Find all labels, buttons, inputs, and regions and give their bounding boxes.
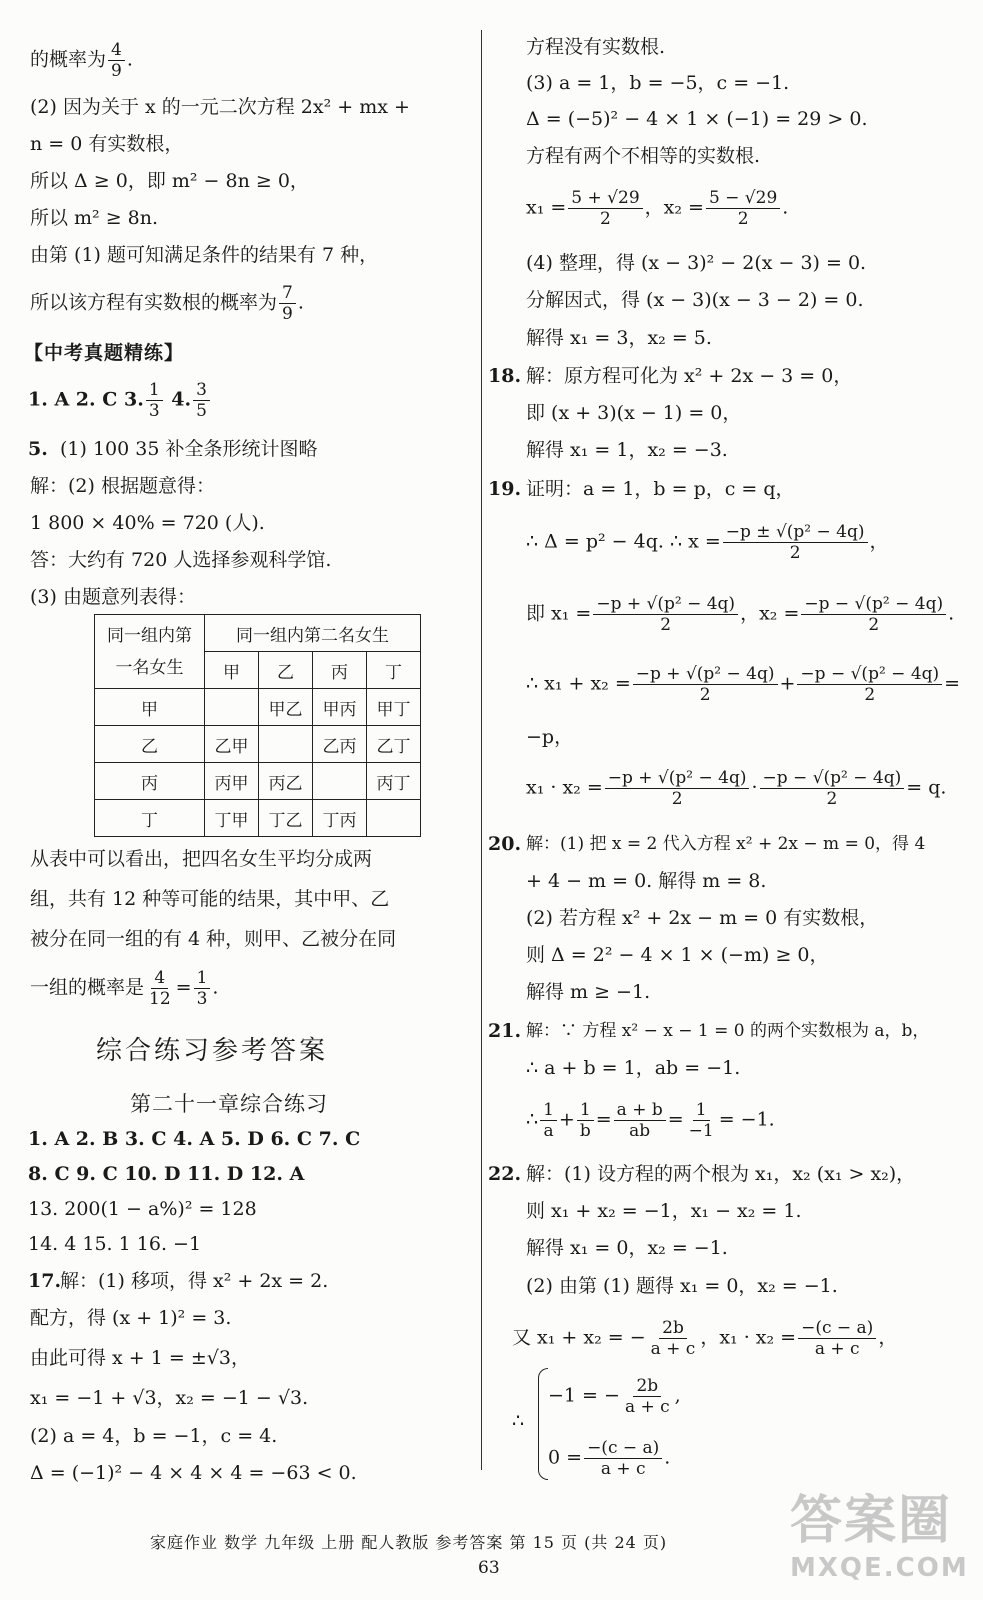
question-number: 19.	[488, 478, 522, 500]
line: 分解因式，得 (x − 3)(x − 3 − 2) = 0.	[526, 289, 864, 311]
table-cell: 甲丁	[367, 689, 421, 726]
line: n = 0 有实数根，	[30, 133, 184, 155]
line: ∴ $\frac{1}{a}$ + $\frac{1}{b}$ = $\frac{a + b}{ab}$ = $\frac{1}{-1}$ = −1.	[526, 1100, 775, 1141]
line: 解：(2) 根据题意得：	[30, 475, 215, 497]
table-col-header: 丁	[367, 652, 421, 689]
line: −1 = − $\frac{2b}{a + c}$ ,	[548, 1376, 681, 1417]
line: ∴ a + b = 1，ab = −1.	[526, 1057, 741, 1079]
brace	[538, 1368, 548, 1480]
fraction: $\frac{3}{5}$	[193, 380, 210, 421]
fraction: $\frac{\text{−p + √(p² − 4q)}}{2}$	[633, 664, 778, 705]
question-number: 20.	[488, 833, 522, 855]
line: 由此可得 x + 1 = ±√3，	[30, 1347, 250, 1369]
table-cell: 丙乙	[259, 763, 313, 800]
line: x₁ = −1 + √3，x₂ = −1 − √3.	[30, 1387, 309, 1409]
line: 解得 x₁ = 3，x₂ = 5.	[526, 327, 712, 349]
line: 解：原方程可化为 x² + 2x − 3 = 0，	[526, 365, 853, 387]
table-cell: 丁甲	[205, 800, 259, 837]
line: 解：(1) 移项，得 x² + 2x = 2.	[60, 1270, 329, 1292]
fraction: $\frac{5 + √29}{2}$	[568, 188, 642, 229]
table-cell	[205, 689, 259, 726]
fraction: $\frac{\text{−p − √(p² − 4q)}}{2}$	[760, 768, 905, 809]
question-number: 18.	[488, 365, 522, 387]
fraction: $\frac{2b}{a + c}$	[650, 1318, 696, 1359]
table-cell	[259, 726, 313, 763]
line: 1 800 × 40% = 720 (人).	[30, 512, 265, 534]
section-tag: 【中考真题精练】	[24, 342, 185, 364]
fraction: $\frac{4}{9}$	[108, 40, 125, 81]
line: 解：(1) 把 x = 2 代入方程 x² + 2x − m = 0，得 4	[526, 834, 926, 854]
question-number: 21.	[488, 1020, 522, 1042]
table-row	[95, 689, 421, 726]
line: (2) a = 4，b = −1，c = 4.	[30, 1425, 278, 1447]
line: 又 x₁ + x₂ = − $\frac{2b}{a + c}$ ，x₁ · x₂ = $\frac{-(c - a)}{a + c}$ ，	[512, 1318, 898, 1359]
line: (3) 由题意列表得：	[30, 586, 196, 608]
question-number: 17.	[28, 1270, 62, 1292]
fraction: $\frac{1}{3}$	[146, 380, 163, 421]
answer-line: 1. A 2. C 3. $\frac{1}{3}$ 4. $\frac{3}{5}$	[28, 380, 212, 421]
line: 被分在同一组的有 4 种，则甲、乙被分在同	[30, 928, 397, 950]
therefore-symbol: ∴	[512, 1410, 525, 1432]
line: 一组的概率是 $\frac{4}{12}$ = $\frac{1}{3}$ .	[30, 968, 219, 1009]
table-cell: 甲丙	[313, 689, 367, 726]
line: (2) 由第 (1) 题得 x₁ = 0，x₂ = −1.	[526, 1275, 838, 1297]
question-number: 22.	[488, 1163, 522, 1185]
table-cell: 乙	[95, 726, 205, 763]
line: (2) 若方程 x² + 2x − m = 0 有实数根，	[526, 907, 879, 929]
line: 即 (x + 3)(x − 1) = 0，	[526, 402, 742, 424]
line: 解：∵ 方程 x² − x − 1 = 0 的两个实数根为 a，b，	[526, 1021, 930, 1041]
line: 解：(1) 设方程的两个根为 x₁，x₂ (x₁ > x₂)，	[526, 1163, 916, 1185]
watermark	[790, 1478, 970, 1593]
section-title: 综合练习参考答案	[96, 1036, 329, 1066]
table-row	[95, 763, 421, 800]
fraction: $\frac{-(c - a)}{a + c}$	[798, 1318, 876, 1359]
answer-line: 13. 200(1 − a%)² = 128	[28, 1198, 257, 1220]
answer-line: 14. 4 15. 1 16. −1	[28, 1233, 202, 1255]
line: 则 x₁ + x₂ = −1，x₁ − x₂ = 1.	[526, 1200, 802, 1222]
fraction: $\frac{\text{−p + √(p² − 4q)}}{2}$	[605, 768, 750, 809]
watermark-url: MXQE.COM	[790, 1553, 969, 1583]
line: 从表中可以看出，把四名女生平均分成两	[30, 848, 373, 870]
table-col-header: 甲	[205, 652, 259, 689]
fraction: $\frac{7}{9}$	[279, 283, 296, 324]
line: 答：大约有 720 人选择参观科学馆.	[30, 549, 332, 571]
line: ∴ Δ = p² − 4q. ∴ x = $\frac{\text{−p ± √(p² − 4q)}}{2}$ ，	[526, 522, 889, 563]
table-cell: 丙丁	[367, 763, 421, 800]
table-cell: 乙丙	[313, 726, 367, 763]
page-footer: 家庭作业 数学 九年级 上册 配人教版 参考答案 第 15 页 (共 24 页)	[150, 1533, 668, 1552]
line: 0 = $\frac{-(c - a)}{a + c}$ .	[548, 1438, 671, 1479]
fraction: $\frac{2b}{a + c}$	[624, 1376, 670, 1417]
answer-line: 1. A 2. B 3. C 4. A 5. D 6. C 7. C	[28, 1128, 361, 1150]
line: 所以该方程有实数根的概率为 $\frac{7}{9}$ .	[30, 283, 304, 324]
table-cell: 丁丙	[313, 800, 367, 837]
line: 解得 x₁ = 1，x₂ = −3.	[526, 439, 728, 461]
table-cell: 丙	[95, 763, 205, 800]
table-cell	[367, 800, 421, 837]
table-row	[95, 800, 421, 837]
line: Δ = (−1)² − 4 × 4 × 4 = −63 < 0.	[30, 1462, 357, 1484]
fraction: $\frac{\text{−p ± √(p² − 4q)}}{2}$	[723, 522, 868, 563]
line: 由第 (1) 题可知满足条件的结果有 7 种，	[30, 244, 379, 266]
fraction: $\frac{1}{3}$	[194, 968, 211, 1009]
answer-line: 8. C 9. C 10. D 11. D 12. A	[28, 1163, 305, 1185]
table-cell: 甲乙	[259, 689, 313, 726]
line: + 4 − m = 0. 解得 m = 8.	[526, 870, 767, 892]
line: 配方，得 (x + 1)² = 3.	[30, 1307, 232, 1329]
fraction: $\frac{4}{12}$	[149, 968, 171, 1009]
column-divider	[481, 30, 482, 1470]
fraction: $\frac{\text{−p − √(p² − 4q)}}{2}$	[797, 664, 942, 705]
line: (3) a = 1，b = −5，c = −1.	[526, 72, 790, 94]
line: Δ = (−5)² − 4 × 1 × (−1) = 29 > 0.	[526, 108, 868, 130]
line: 方程没有实数根.	[526, 36, 666, 58]
line: 所以 Δ ≥ 0，即 m² − 8n ≥ 0，	[30, 170, 309, 192]
watermark-text: 答案圈	[790, 1491, 953, 1551]
table-col-header: 丙	[313, 652, 367, 689]
table-cell: 丙甲	[205, 763, 259, 800]
line: 则 Δ = 2² − 4 × 1 × (−m) ≥ 0，	[526, 944, 829, 966]
question-number: 5.	[28, 438, 48, 460]
line: (4) 整理，得 (x − 3)² − 2(x − 3) = 0.	[526, 252, 867, 274]
pairing-table	[94, 614, 421, 837]
table-cell: 乙丁	[367, 726, 421, 763]
page-number: 63	[478, 1558, 500, 1578]
line: 方程有两个不相等的实数根.	[526, 145, 761, 167]
line: x₁ = $\frac{5 + √29}{2}$ ，x₂ = $\frac{5 - √29}{2}$ .	[526, 188, 789, 229]
table-header-cell: 同一组内第二名女生	[205, 615, 421, 652]
line: 所以 m² ≥ 8n.	[30, 207, 159, 229]
fraction: $\frac{5 - √29}{2}$	[706, 188, 780, 229]
table-cell	[313, 763, 367, 800]
line: (2) 因为关于 x 的一元二次方程 2x² + mx +	[30, 96, 410, 118]
fraction: $\frac{-(c - a)}{a + c}$	[584, 1438, 662, 1479]
line: −p，	[526, 726, 574, 748]
line: 解得 x₁ = 0，x₂ = −1.	[526, 1237, 728, 1259]
table-header-cell: 同一组内第 一名女生	[95, 615, 205, 689]
table-cell: 乙甲	[205, 726, 259, 763]
fraction: $\frac{\text{−p + √(p² − 4q)}}{2}$	[593, 594, 738, 635]
fraction: $\frac{1}{b}$	[577, 1100, 594, 1141]
table-cell: 丁乙	[259, 800, 313, 837]
table-cell: 丁	[95, 800, 205, 837]
table-col-header: 乙	[259, 652, 313, 689]
line: (1) 100 35 补全条形统计图略	[60, 438, 318, 460]
line: ∴ x₁ + x₂ = $\frac{\text{−p + √(p² − 4q)}}{2}$ + $\frac{\text{−p − √(p² − 4q)}}{2}$ =	[526, 664, 961, 705]
line: 解得 m ≥ −1.	[526, 981, 651, 1003]
line: 组，共有 12 种等可能的结果，其中甲、乙	[30, 888, 390, 910]
fraction: $\frac{\text{−p − √(p² − 4q)}}{2}$	[801, 594, 946, 635]
chapter-title: 第二十一章综合练习	[130, 1092, 328, 1116]
line: 证明：a = 1，b = p，c = q，	[526, 478, 795, 500]
line: x₁ · x₂ = $\frac{\text{−p + √(p² − 4q)}}{2}$ · $\frac{\text{−p − √(p² − 4q)}}{2}$ = q.	[526, 768, 947, 809]
table-cell: 甲	[95, 689, 205, 726]
fraction: $\frac{1}{-1}$	[688, 1100, 714, 1141]
line: 即 x₁ = $\frac{\text{−p + √(p² − 4q)}}{2}$ ，x₂ = $\frac{\text{−p − √(p² − 4q)}}{2}$ .	[526, 594, 955, 635]
line: 的概率为 $\frac{4}{9}$ .	[30, 40, 133, 81]
fraction: $\frac{a + b}{ab}$	[614, 1100, 666, 1141]
table-row	[95, 726, 421, 763]
fraction: $\frac{1}{a}$	[540, 1100, 557, 1141]
